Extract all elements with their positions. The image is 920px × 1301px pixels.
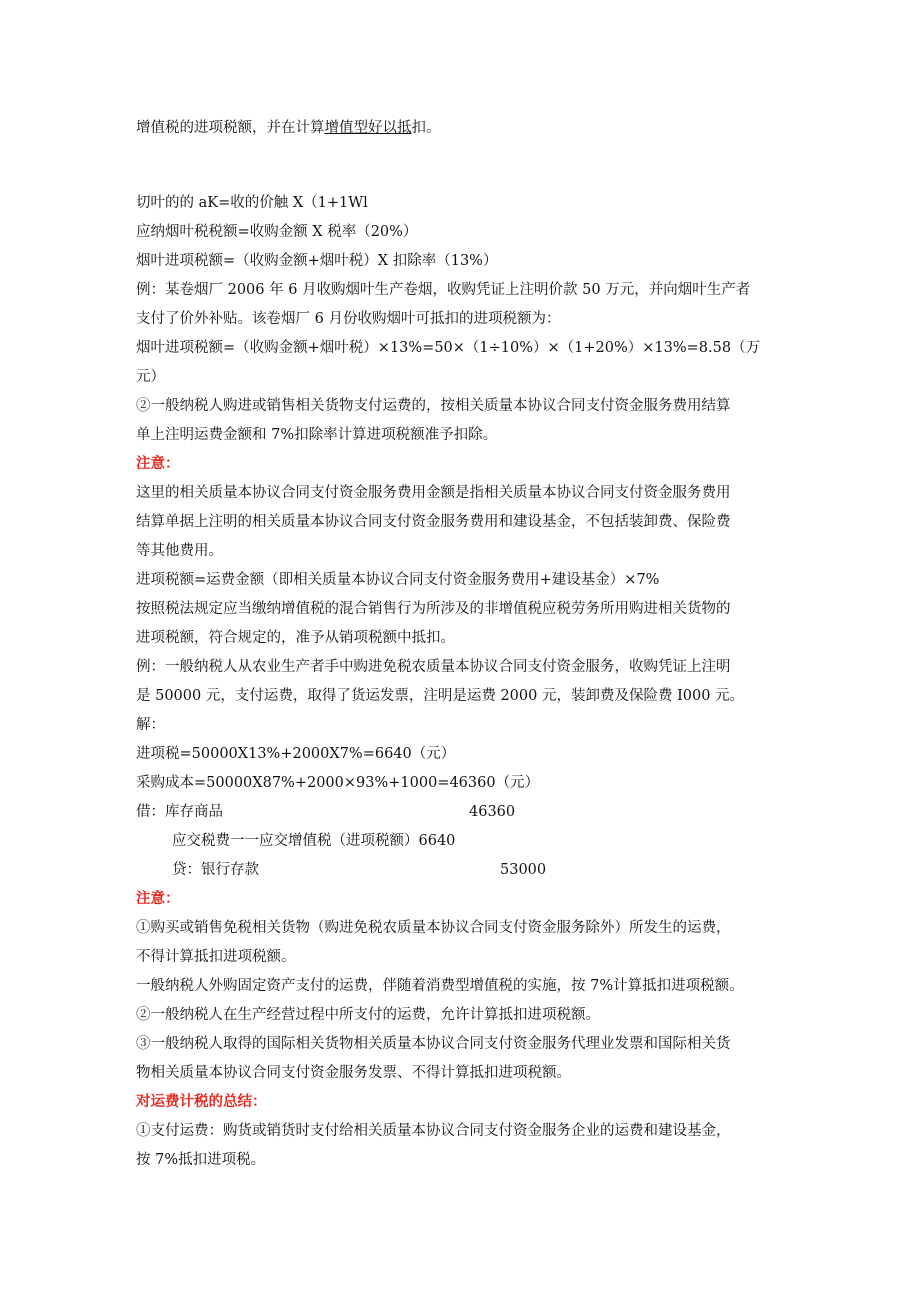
journal-amount: 53000 bbox=[500, 862, 547, 878]
text-line: 进项税额，符合规定的，准予从销项税额中抵扣。 bbox=[136, 630, 455, 646]
text-line: 烟叶进项税额=（收购金额+烟叶税）×13%=50×（1÷10%）×（1+20%）×13%=8.58（万 bbox=[136, 340, 761, 356]
note-heading: 注意： bbox=[136, 456, 180, 472]
text-line: 元） bbox=[136, 369, 165, 385]
text-line: 结算单据上注明的相关质量本协议合同支付资金服务费用和建设基金，不包括装卸费、保险费 bbox=[136, 514, 731, 530]
text-segment: 增值税的进项税额，并在计算 bbox=[136, 120, 325, 136]
underlined-text: 增值型好以抵 bbox=[324, 120, 412, 136]
formula-line: 烟叶进项税额=（收购金额+烟叶税）X 扣除率（13%） bbox=[136, 253, 498, 269]
journal-label: 借：库存商品 bbox=[136, 804, 223, 820]
text-line: 解： bbox=[136, 717, 165, 733]
text-line: 例：某卷烟厂 2006 年 6 月收购烟叶生产卷烟，收购凭证上注明价款 50 万元，并向烟叶生产者 bbox=[136, 282, 751, 298]
text-line: ③一般纳税人取得的国际相关货物相关质量本协议合同支付资金服务代理业发票和国际相关货 bbox=[136, 1036, 731, 1052]
text-line bbox=[136, 114, 786, 143]
journal-entry-credit bbox=[136, 856, 786, 885]
text-line: 例：一般纳税人从农业生产者手中购进免税农质量本协议合同支付资金服务，收购凭证上注明 bbox=[136, 659, 731, 675]
spacer bbox=[136, 143, 786, 189]
text-line: 采购成本=50000X87%+2000×93%+1000=46360（元） bbox=[136, 775, 540, 791]
text-line: 按照税法规定应当缴纳增值税的混合销售行为所涉及的非增值税应税劳务所用购进相关货物的 bbox=[136, 601, 731, 617]
text-line: 物相关质量本协议合同支付资金服务发票、不得计算抵扣进项税额。 bbox=[136, 1065, 571, 1081]
text-line: 进项税=50000X13%+2000X7%=6640（元） bbox=[136, 746, 456, 762]
text-segment: 扣。 bbox=[411, 120, 441, 136]
text-line: 支付了价外补贴。该卷烟厂 6 月份收购烟叶可抵扣的进项税额为： bbox=[136, 311, 561, 327]
journal-entry-subaccount: 应交税费一一应交增值税（进项税额）6640 bbox=[172, 833, 456, 849]
text-line: 这里的相关质量本协议合同支付资金服务费用金额是指相关质量本协议合同支付资金服务费用 bbox=[136, 485, 731, 501]
journal-label: 贷：银行存款 bbox=[172, 862, 259, 878]
text-line: 进项税额=运费金额（即相关质量本协议合同支付资金服务费用+建设基金）×7% bbox=[136, 572, 660, 588]
text-line: ②一般纳税人购进或销售相关货物支付运费的，按相关质量本协议合同支付资金服务费用结算 bbox=[136, 398, 731, 414]
text-line: ②一般纳税人在生产经营过程中所支付的运费，允许计算抵扣进项税额。 bbox=[136, 1007, 600, 1023]
text-line: 等其他费用。 bbox=[136, 543, 223, 559]
formula-line: 切叶的的 aK=收的价触 X（1+1Wl bbox=[136, 195, 368, 211]
journal-entry-debit bbox=[136, 798, 786, 827]
journal-amount: 46360 bbox=[469, 804, 516, 820]
text-line: 一般纳税人外购固定资产支付的运费，伴随着消费型增值税的实施，按 7%计算抵扣进项税额。 bbox=[136, 978, 744, 994]
text-line: 是 50000 元，支付运费，取得了货运发票，注明是运费 2000 元，装卸费及保险费 I000 元。 bbox=[136, 688, 745, 704]
text-line: 按 7%抵扣进项税。 bbox=[136, 1152, 266, 1168]
text-line: ①支付运费：购货或销货时支付给相关质量本协议合同支付资金服务企业的运费和建设基金， bbox=[136, 1123, 731, 1139]
text-line: 不得计算抵扣进项税额。 bbox=[136, 949, 296, 965]
formula-line: 应纳烟叶税税额=收购金额 X 税率（20%） bbox=[136, 224, 418, 240]
text-line: 单上注明运费金额和 7%扣除率计算进项税额准予扣除。 bbox=[136, 427, 498, 443]
text-line: ①购买或销售免税相关货物（购进免税农质量本协议合同支付资金服务除外）所发生的运费， bbox=[136, 920, 731, 936]
note-heading: 注意： bbox=[136, 891, 180, 907]
summary-heading: 对运费计税的总结： bbox=[136, 1094, 267, 1110]
document-body bbox=[136, 114, 786, 1175]
